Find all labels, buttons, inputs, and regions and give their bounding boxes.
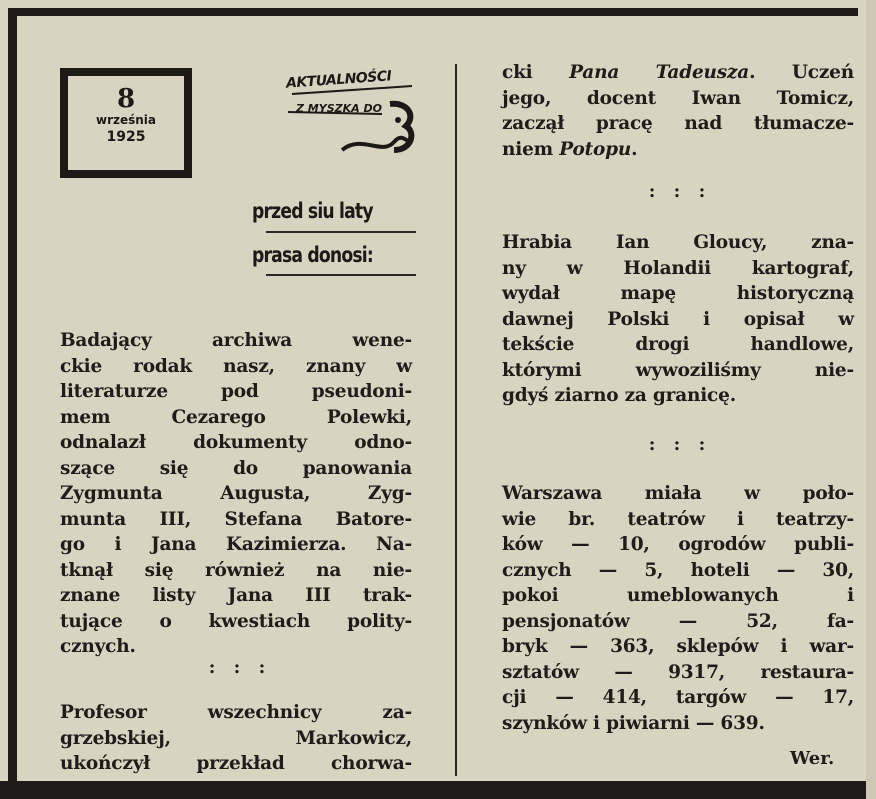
text-line: Zygmunta Augusta, Zyg- (60, 483, 412, 504)
text-line: ny w Holandii kartograf, (502, 257, 854, 279)
book-title-potop: Potopu (559, 138, 632, 160)
article-archives (60, 328, 412, 660)
text-line: jego, docent Iwan Tomicz, (502, 87, 854, 109)
left-border-rule (8, 8, 17, 799)
text-line: tknął się również na nie- (60, 559, 412, 581)
headline-rule-1 (266, 231, 416, 233)
text-line: ckie rodak nasz, znany w (60, 355, 412, 377)
text-line: odnalazł dokumenty odno- (60, 432, 412, 453)
logo-title: AKTUALNOŚCI (285, 68, 392, 92)
text-line: którymi wywoziliśmy nie- (502, 359, 854, 381)
text-line: pensjonatów — 52, fa- (502, 610, 854, 632)
bottom-border-rule (0, 781, 876, 799)
headline-rule-2 (266, 274, 416, 276)
headline-line-2: prasa donosi: (252, 243, 373, 267)
text-line: pokoi umeblowanych i (502, 585, 854, 606)
text-line: wydał mapę historyczną (502, 283, 854, 304)
text-line: dawnej Polski i opisał w (502, 308, 854, 330)
text-line: szynków i piwiarni — 639. (502, 712, 765, 734)
separator-right-1: : : : (648, 181, 712, 202)
date-year: 1925 (106, 129, 146, 145)
column-divider (455, 64, 457, 776)
text-line: cznych — 5, hoteli — 30, (502, 559, 854, 581)
text-line: literaturze pod pseudoni- (60, 381, 412, 402)
text-line: Hrabia Ian Gloucy, zna- (502, 232, 854, 253)
text-line: szące się do panowania (60, 457, 412, 479)
text-line: wie br. teatrów i teatrzy- (502, 508, 854, 530)
text-line: go i Jana Kazimierza. Na- (60, 534, 412, 555)
text-line: mem Cezarego Polewki, (60, 406, 412, 428)
article-translation-start (60, 700, 412, 777)
signature: Wer. (790, 748, 835, 769)
text-line: ków — 10, ogrodów publi- (502, 534, 854, 555)
text-line: zaczął pracę nad tłumacze- (502, 113, 854, 134)
text-line: cki Pana Tadeusza. Uczeń (502, 62, 854, 83)
text-line: bryk — 363, sklepów i war- (502, 636, 854, 657)
text-line: tujące o kwestiach polity- (60, 610, 412, 632)
text-line: munta III, Stefana Batore- (60, 508, 412, 530)
text-line: sztatów — 9317, restaura- (502, 661, 854, 683)
text-line: cji — 414, targów — 17, (502, 687, 854, 708)
separator-left: : : : (208, 657, 272, 678)
book-title-pan-tadeusz: Pana Tadeusza (569, 62, 750, 83)
date-day: 8 (116, 84, 136, 114)
logo-subtitle: Z MYSZKĄ DO (296, 102, 382, 115)
text-line: tekście drogi handlowe, (502, 334, 854, 355)
text-line: ukończył przekład chorwa- (60, 753, 412, 774)
date-month: września (95, 113, 157, 127)
text-line: cznych. (60, 636, 136, 657)
article-warsaw-statistics (502, 481, 854, 736)
text-line: niem Potopu. (502, 138, 638, 160)
column-logo (282, 64, 420, 160)
text-line: Badający archiwa wene- (60, 330, 412, 351)
headline-line-1: przed siu laty (252, 199, 373, 223)
date-box (60, 68, 192, 178)
article-translation-end (502, 60, 854, 162)
separator-right-2: : : : (648, 434, 712, 455)
text-line: Warszawa miała w poło- (502, 483, 854, 504)
right-edge (866, 0, 876, 799)
text-line: znane listy Jana III trak- (60, 585, 412, 606)
article-map (502, 230, 854, 409)
text-line: gdyś ziarno za granicę. (502, 385, 736, 406)
top-border-rule (8, 8, 858, 16)
text-line: Profesor wszechnicy za- (60, 702, 412, 723)
text-line: grzebskiej, Markowicz, (60, 727, 412, 749)
